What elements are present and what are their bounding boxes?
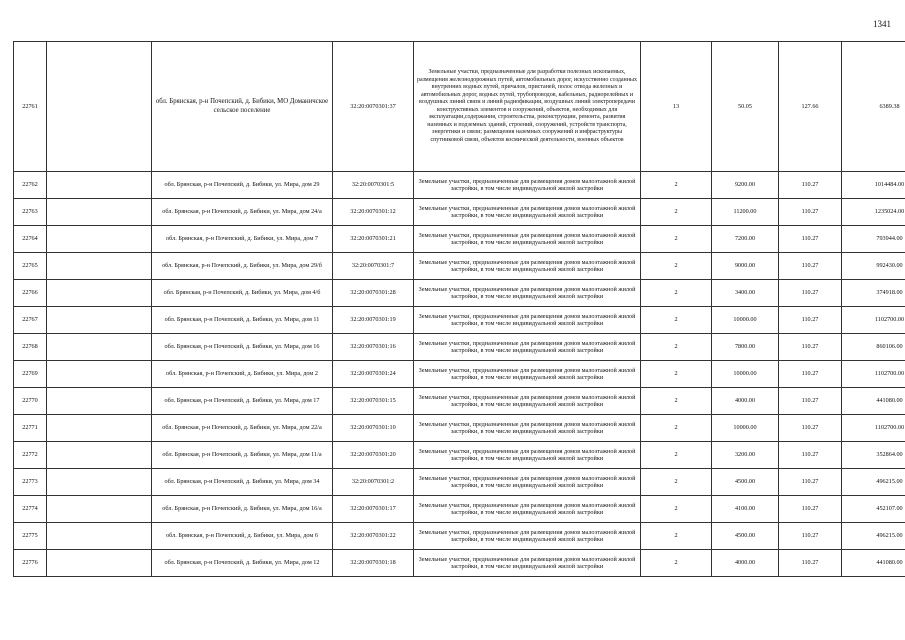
cell-cadastral-value: 441080.00 <box>842 550 905 577</box>
cell-address: обл. Брянская, р-н Почепский, д. Бибики, ул. Мира, дом 24/а <box>152 199 333 226</box>
cell-record-number: 22763 <box>14 199 47 226</box>
cell-cadastral-number: 32:20:0070301:18 <box>333 550 414 577</box>
cell-empty <box>47 496 152 523</box>
cell-land-use: Земельные участки, предназначенные для разработки полезных ископаемых, размещения железнодорожных путей, автомобильных дорог, искусственно созданных внутренних водных путей, причалов, пристаней, полос отвода железных и автомобильных дорог, водных путей, трубопроводов, кабельных, радиорелейных и воздушных линий связи и линий радиофикации, воздушных линий электропередачи конструктивных элементов и сооружений, объектов, необходимых для эксплуатации,содержания, строительства, реконструкции, ремонта, развития наземных и подземных зданий, строений, сооружений, устройств транспорта, энергетики и связи; размещения наземных сооружений и инфраструктуры спутниковой связи, объектов космической деятельности, военных объектов <box>414 42 641 172</box>
cell-cadastral-value: 374918.00 <box>842 280 905 307</box>
table-row <box>14 388 905 415</box>
cadastral-value-table <box>13 41 905 577</box>
cell-land-use: Земельные участки, предназначенные для размещения домов малоэтажной жилой застройки, в том числе индивидуальной жилой застройки <box>414 361 641 388</box>
table-row <box>14 496 905 523</box>
cell-area: 4100.00 <box>712 496 779 523</box>
cell-area: 50.05 <box>712 42 779 172</box>
table-row <box>14 280 905 307</box>
cell-record-number: 22769 <box>14 361 47 388</box>
cell-use-group: 2 <box>641 469 712 496</box>
cell-cadastral-value: 352864.00 <box>842 442 905 469</box>
cell-area: 10000.00 <box>712 361 779 388</box>
cell-record-number: 22762 <box>14 172 47 199</box>
cell-cadastral-number: 32:20:0070301:17 <box>333 496 414 523</box>
cell-cadastral-value: 496215.00 <box>842 469 905 496</box>
cell-specific-value: 110.27 <box>779 469 842 496</box>
cell-empty <box>47 226 152 253</box>
cell-record-number: 22774 <box>14 496 47 523</box>
cell-specific-value: 110.27 <box>779 496 842 523</box>
cell-cadastral-value: 1235024.00 <box>842 199 905 226</box>
cell-area: 7200.00 <box>712 226 779 253</box>
table-row <box>14 42 905 172</box>
cell-record-number: 22773 <box>14 469 47 496</box>
cell-land-use: Земельные участки, предназначенные для размещения домов малоэтажной жилой застройки, в том числе индивидуальной жилой застройки <box>414 226 641 253</box>
cell-use-group: 2 <box>641 388 712 415</box>
cell-address: обл. Брянская, р-н Почепский, д. Бибики, ул. Мира, дом 16 <box>152 334 333 361</box>
cell-address: обл. Брянская, р-н Почепский, д. Бибики, ул. Мира, дом 29/б <box>152 253 333 280</box>
cell-cadastral-number: 32:20:0070301:2 <box>333 469 414 496</box>
cell-area: 10000.00 <box>712 415 779 442</box>
cell-empty <box>47 523 152 550</box>
cell-area: 9200.00 <box>712 172 779 199</box>
table-row <box>14 307 905 334</box>
cell-empty <box>47 415 152 442</box>
cell-cadastral-number: 32:20:0070301:19 <box>333 307 414 334</box>
cell-cadastral-value: 793944.00 <box>842 226 905 253</box>
cell-address: обл. Брянская, р-н Почепский, д. Бибики, ул. Мира, дом 29 <box>152 172 333 199</box>
cell-specific-value: 110.27 <box>779 388 842 415</box>
cell-cadastral-number: 32:20:0070301:20 <box>333 442 414 469</box>
cell-land-use: Земельные участки, предназначенные для размещения домов малоэтажной жилой застройки, в том числе индивидуальной жилой застройки <box>414 523 641 550</box>
table-row <box>14 550 905 577</box>
cell-area: 9000.00 <box>712 253 779 280</box>
cell-record-number: 22765 <box>14 253 47 280</box>
cell-area: 3400.00 <box>712 280 779 307</box>
cell-cadastral-value: 1014484.00 <box>842 172 905 199</box>
table-row <box>14 442 905 469</box>
cell-land-use: Земельные участки, предназначенные для размещения домов малоэтажной жилой застройки, в том числе индивидуальной жилой застройки <box>414 415 641 442</box>
cell-cadastral-value: 1102700.00 <box>842 415 905 442</box>
cell-cadastral-number: 32:20:0070301:10 <box>333 415 414 442</box>
cell-use-group: 2 <box>641 334 712 361</box>
cell-use-group: 2 <box>641 361 712 388</box>
cell-specific-value: 127.66 <box>779 42 842 172</box>
cell-empty <box>47 361 152 388</box>
cell-use-group: 2 <box>641 523 712 550</box>
cell-specific-value: 110.27 <box>779 334 842 361</box>
cell-use-group: 2 <box>641 172 712 199</box>
cell-land-use: Земельные участки, предназначенные для размещения домов малоэтажной жилой застройки, в том числе индивидуальной жилой застройки <box>414 280 641 307</box>
cell-cadastral-value: 441080.00 <box>842 388 905 415</box>
cell-address: обл. Брянская, р-н Почепский, д. Бибики, ул. Мира, дом 17 <box>152 388 333 415</box>
cell-land-use: Земельные участки, предназначенные для размещения домов малоэтажной жилой застройки, в том числе индивидуальной жилой застройки <box>414 469 641 496</box>
cell-land-use: Земельные участки, предназначенные для размещения домов малоэтажной жилой застройки, в том числе индивидуальной жилой застройки <box>414 199 641 226</box>
cell-empty <box>47 172 152 199</box>
table-row <box>14 199 905 226</box>
table-body <box>14 42 905 577</box>
cell-address: обл. Брянская, р-н Почепский, д. Бибики, ул. Мира, дом 11 <box>152 307 333 334</box>
cell-cadastral-value: 496215.00 <box>842 523 905 550</box>
table-row <box>14 226 905 253</box>
cell-cadastral-value: 992430.00 <box>842 253 905 280</box>
cell-cadastral-number: 32:20:0070301:16 <box>333 334 414 361</box>
cell-use-group: 2 <box>641 415 712 442</box>
cell-use-group: 2 <box>641 496 712 523</box>
cell-use-group: 2 <box>641 550 712 577</box>
cell-empty <box>47 388 152 415</box>
cell-area: 4500.00 <box>712 469 779 496</box>
cell-cadastral-value: 452107.00 <box>842 496 905 523</box>
cell-area: 4000.00 <box>712 388 779 415</box>
cell-cadastral-number: 32:20:0070301:15 <box>333 388 414 415</box>
table-row <box>14 415 905 442</box>
cell-area: 7800.00 <box>712 334 779 361</box>
cell-land-use: Земельные участки, предназначенные для размещения домов малоэтажной жилой застройки, в том числе индивидуальной жилой застройки <box>414 307 641 334</box>
cell-land-use: Земельные участки, предназначенные для размещения домов малоэтажной жилой застройки, в том числе индивидуальной жилой застройки <box>414 496 641 523</box>
cell-use-group: 2 <box>641 199 712 226</box>
cell-record-number: 22772 <box>14 442 47 469</box>
cell-record-number: 22776 <box>14 550 47 577</box>
cell-specific-value: 110.27 <box>779 199 842 226</box>
cell-land-use: Земельные участки, предназначенные для размещения домов малоэтажной жилой застройки, в том числе индивидуальной жилой застройки <box>414 172 641 199</box>
table-row <box>14 172 905 199</box>
cell-cadastral-number: 32:20:0070301:28 <box>333 280 414 307</box>
cell-area: 3200.00 <box>712 442 779 469</box>
cell-area: 4500.00 <box>712 523 779 550</box>
cell-use-group: 2 <box>641 442 712 469</box>
cell-specific-value: 110.27 <box>779 361 842 388</box>
cell-empty <box>47 307 152 334</box>
cell-address: обл. Брянская, р-н Почепский, д. Бибики, МО Доманичское сельское поселение <box>152 42 333 172</box>
cell-land-use: Земельные участки, предназначенные для размещения домов малоэтажной жилой застройки, в том числе индивидуальной жилой застройки <box>414 442 641 469</box>
cell-record-number: 22766 <box>14 280 47 307</box>
cell-address: обл. Брянская, р-н Почепский, д. Бибики, ул. Мира, дом 34 <box>152 469 333 496</box>
cell-cadastral-number: 32:20:0070301:21 <box>333 226 414 253</box>
cell-land-use: Земельные участки, предназначенные для размещения домов малоэтажной жилой застройки, в том числе индивидуальной жилой застройки <box>414 253 641 280</box>
cell-specific-value: 110.27 <box>779 442 842 469</box>
cell-record-number: 22768 <box>14 334 47 361</box>
cell-specific-value: 110.27 <box>779 172 842 199</box>
cell-land-use: Земельные участки, предназначенные для размещения домов малоэтажной жилой застройки, в том числе индивидуальной жилой застройки <box>414 550 641 577</box>
cell-specific-value: 110.27 <box>779 253 842 280</box>
cell-use-group: 13 <box>641 42 712 172</box>
cell-cadastral-number: 32:20:0070301:12 <box>333 199 414 226</box>
cell-cadastral-value: 6389.38 <box>842 42 905 172</box>
cell-land-use: Земельные участки, предназначенные для размещения домов малоэтажной жилой застройки, в том числе индивидуальной жилой застройки <box>414 388 641 415</box>
cell-record-number: 22767 <box>14 307 47 334</box>
cell-empty <box>47 42 152 172</box>
cell-cadastral-value: 1102700.00 <box>842 361 905 388</box>
cell-specific-value: 110.27 <box>779 523 842 550</box>
cell-area: 11200.00 <box>712 199 779 226</box>
cell-empty <box>47 442 152 469</box>
cell-specific-value: 110.27 <box>779 415 842 442</box>
cell-address: обл. Брянская, р-н Почепский, д. Бибики, ул. Мира, дом 6 <box>152 523 333 550</box>
cell-cadastral-value: 860106.00 <box>842 334 905 361</box>
cell-area: 10000.00 <box>712 307 779 334</box>
table-row <box>14 469 905 496</box>
cell-record-number: 22771 <box>14 415 47 442</box>
cell-use-group: 2 <box>641 307 712 334</box>
cell-address: обл. Брянская, р-н Почепский, д. Бибики, ул. Мира, дом 22/а <box>152 415 333 442</box>
cell-empty <box>47 199 152 226</box>
cell-cadastral-number: 32:20:0070301:24 <box>333 361 414 388</box>
cell-use-group: 2 <box>641 226 712 253</box>
cell-specific-value: 110.27 <box>779 307 842 334</box>
cell-address: обл. Брянская, р-н Почепский, д. Бибики, ул. Мира, дом 12 <box>152 550 333 577</box>
table-row <box>14 334 905 361</box>
cell-specific-value: 110.27 <box>779 550 842 577</box>
cell-record-number: 22764 <box>14 226 47 253</box>
cell-address: обл. Брянская, р-н Почепский, д. Бибики, ул. Мира, дом 4/б <box>152 280 333 307</box>
cell-address: обл. Брянская, р-н Почепский, д. Бибики, ул. Мира, дом 16/а <box>152 496 333 523</box>
table-row <box>14 253 905 280</box>
cell-cadastral-number: 32:20:0070301:37 <box>333 42 414 172</box>
cell-cadastral-number: 32:20:0070301:5 <box>333 172 414 199</box>
table-row <box>14 523 905 550</box>
cell-use-group: 2 <box>641 280 712 307</box>
cell-cadastral-number: 32:20:0070301:22 <box>333 523 414 550</box>
cell-address: обл. Брянская, р-н Почепский, д. Бибики, ул. Мира, дом 2 <box>152 361 333 388</box>
cell-specific-value: 110.27 <box>779 226 842 253</box>
cell-record-number: 22775 <box>14 523 47 550</box>
cell-empty <box>47 469 152 496</box>
table-row <box>14 361 905 388</box>
cell-address: обл. Брянская, р-н Почепский, д. Бибики, ул. Мира, дом 11/а <box>152 442 333 469</box>
cell-record-number: 22770 <box>14 388 47 415</box>
cell-specific-value: 110.27 <box>779 280 842 307</box>
cell-cadastral-number: 32:20:0070301:7 <box>333 253 414 280</box>
cell-cadastral-value: 1102700.00 <box>842 307 905 334</box>
cell-area: 4000.00 <box>712 550 779 577</box>
cell-record-number: 22761 <box>14 42 47 172</box>
cell-address: обл. Брянская, р-н Почепский, д. Бибики, ул. Мира, дом 7 <box>152 226 333 253</box>
cell-empty <box>47 253 152 280</box>
cell-use-group: 2 <box>641 253 712 280</box>
cell-empty <box>47 334 152 361</box>
cell-land-use: Земельные участки, предназначенные для размещения домов малоэтажной жилой застройки, в том числе индивидуальной жилой застройки <box>414 334 641 361</box>
cell-empty <box>47 280 152 307</box>
cell-empty <box>47 550 152 577</box>
page-number: 1341 <box>873 19 891 29</box>
